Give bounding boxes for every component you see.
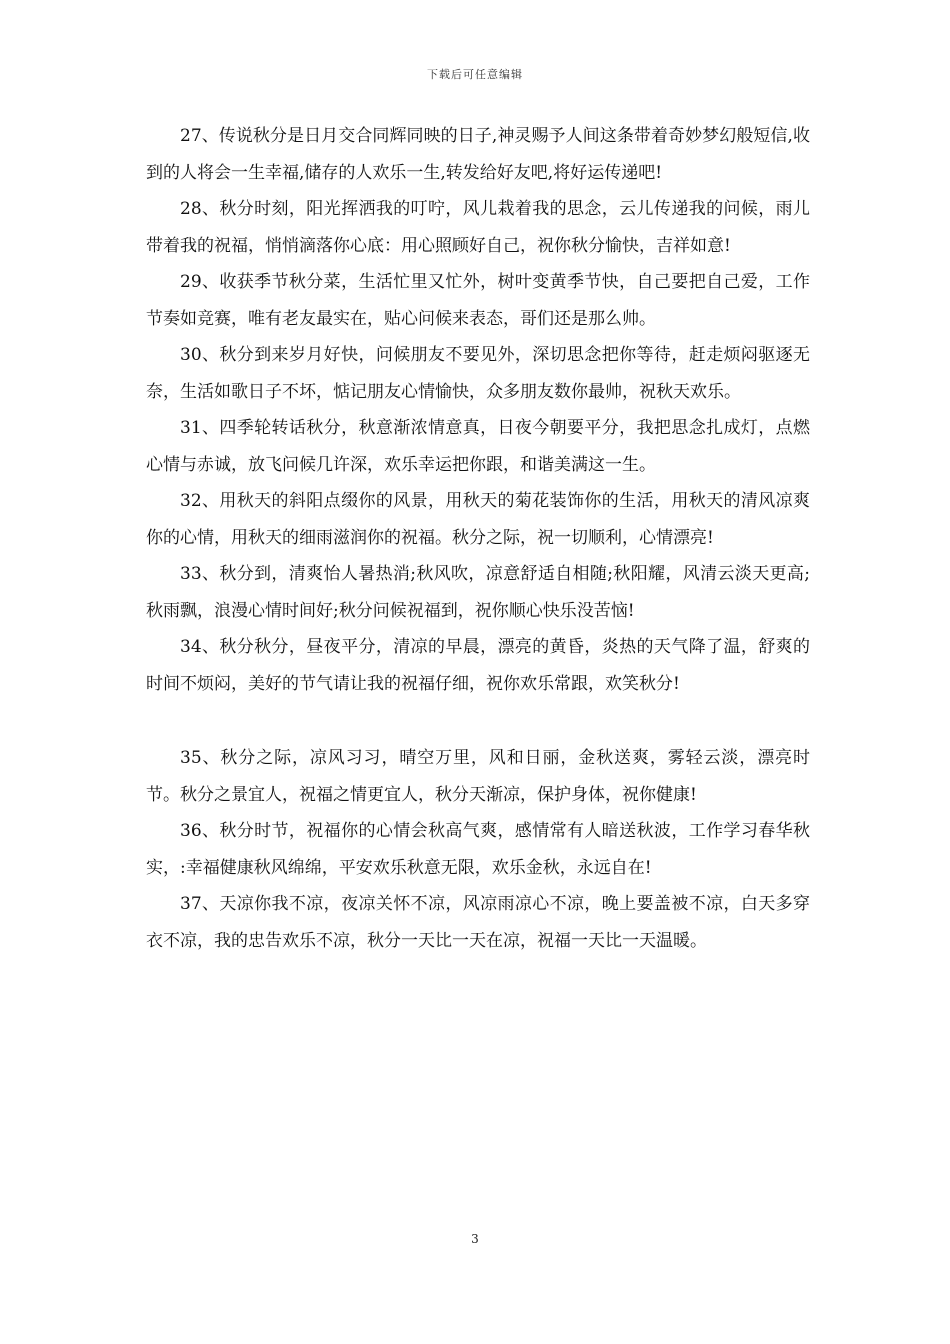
paragraph-33: 33、秋分到，清爽怡人暑热消;秋风吹，凉意舒适自相随;秋阳耀，风清云淡天更高;秋雨飘，浪漫心情时间好;秋分问候祝福到，祝你顺心快乐没苦恼! — [146, 564, 810, 621]
paragraph-36: 36、秋分时节，祝福你的心情会秋高气爽，感情常有人暗送秋波，工作学习春华秋实，:幸福健康秋风绵绵，平安欢乐秋意无限，欢乐金秋，永远自在! — [146, 821, 810, 878]
paragraph-31: 31、四季轮转话秋分，秋意渐浓情意真，日夜今朝要平分，我把思念扎成灯，点燃心情与赤诚，放飞问候几许深，欢乐幸运把你跟，和谐美满这一生。 — [146, 418, 810, 475]
page-number: 3 — [471, 1232, 479, 1246]
paragraph-37: 37、天凉你我不凉，夜凉关怀不凉，风凉雨凉心不凉，晚上要盖被不凉，白天多穿衣不凉，我的忠告欢乐不凉，秋分一天比一天在凉，祝福一天比一天温暖。 — [146, 894, 810, 951]
paragraph-28: 28、秋分时刻，阳光挥洒我的叮咛，风儿栽着我的思念，云儿传递我的问候，雨儿带着我的祝福，悄悄滴落你心底：用心照顾好自己，祝你秋分愉快，吉祥如意! — [146, 199, 810, 256]
paragraph-34: 34、秋分秋分，昼夜平分，清凉的早晨，漂亮的黄昏，炎热的天气降了温，舒爽的时间不烦闷，美好的节气请让我的祝福仔细，祝你欢乐常跟，欢笑秋分! — [146, 637, 810, 694]
paragraph-27: 27、传说秋分是日月交合同辉同映的日子,神灵赐予人间这条带着奇妙梦幻般短信,收到的人将会一生幸福,储存的人欢乐一生,转发给好友吧,将好运传递吧! — [146, 126, 810, 183]
paragraph-29: 29、收获季节秋分菜，生活忙里又忙外，树叶变黄季节快，自己要把自己爱，工作节奏如竞赛，唯有老友最实在，贴心问候来表态，哥们还是那么帅。 — [146, 272, 810, 329]
paragraph-gap — [146, 702, 810, 740]
paragraph-30: 30、秋分到来岁月好快，问候朋友不要见外，深切思念把你等待，赶走烦闷驱逐无奈，生活如歌日子不坏，惦记朋友心情愉快，众多朋友数你最帅，祝秋天欢乐。 — [146, 345, 810, 402]
paragraph-35: 35、秋分之际，凉风习习，晴空万里，风和日丽，金秋送爽，雾轻云淡，漂亮时节。秋分之景宜人，祝福之情更宜人，秋分天渐凉，保护身体，祝你健康! — [146, 748, 810, 805]
document-body — [146, 118, 810, 959]
paragraph-32: 32、用秋天的斜阳点缀你的风景，用秋天的菊花装饰你的生活，用秋天的清风凉爽你的心情，用秋天的细雨滋润你的祝福。秋分之际，祝一切顺利，心情漂亮! — [146, 491, 810, 548]
page-header: 下载后可任意编辑 — [427, 68, 523, 81]
